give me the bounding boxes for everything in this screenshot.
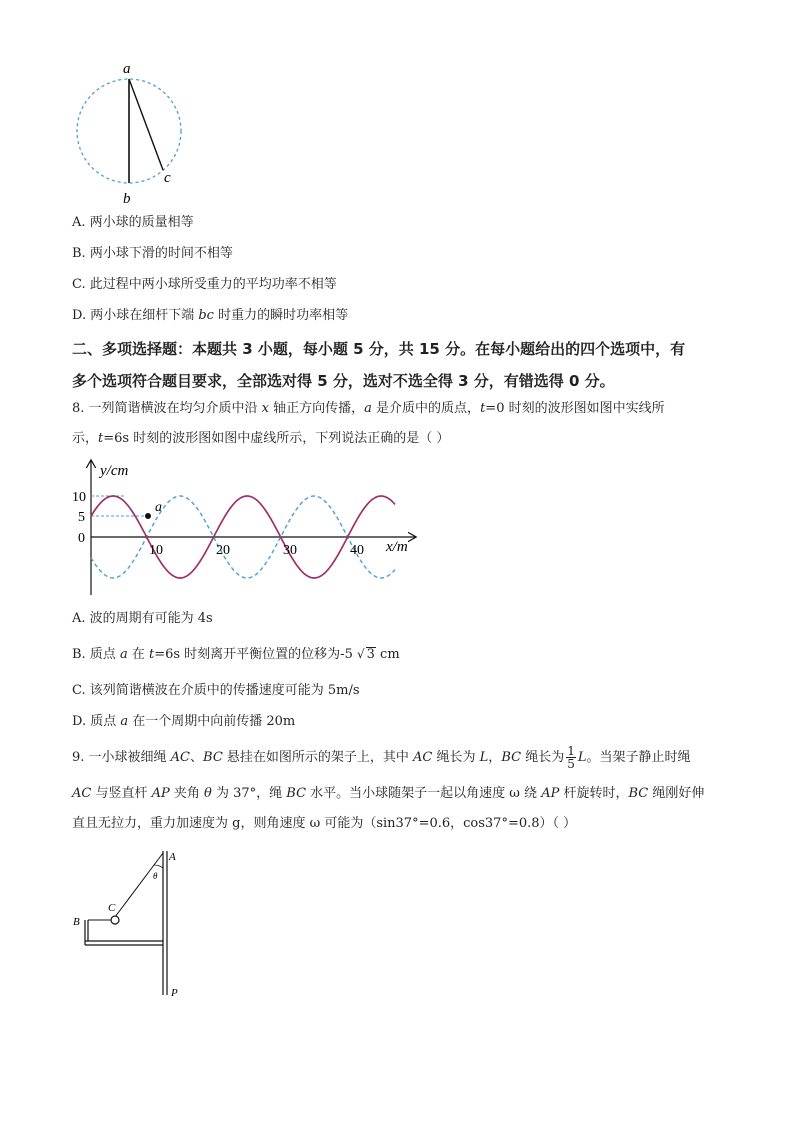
q7-option-d: D. 两小球在细杆下端 bc 时重力的瞬时功率相等 — [72, 308, 349, 323]
label-A: A — [169, 851, 176, 863]
q8-option-b: B. 质点 a 在 t=6s 时刻离开平衡位置的位移为-5 √ 3 cm — [72, 647, 400, 662]
q8-option-a: A. 波的周期有可能为 4s — [72, 611, 213, 626]
section-2-heading — [72, 333, 732, 397]
q9-stem-line1: 9. 一小球被细绳 AC、BC 悬挂在如图所示的架子上，其中 AC 绳长为 L，BC 绳长为 $\frac{1}{5}$ L。当架子静止时绳 — [72, 744, 691, 771]
q7-circle-figure — [60, 55, 200, 210]
label-C: C — [108, 902, 116, 914]
point-a — [145, 513, 151, 519]
ball-c — [111, 916, 119, 924]
q8-option-d: D. 质点 a 在一个周期中向前传播 20m — [72, 714, 296, 729]
q9-stem-line2: AC 与竖直杆 AP 夹角 θ 为 37°，绳 BC 水平。当小球随架子一起以角速度 ω 绕 AP 杆旋转时，BC 绳刚好伸 — [72, 786, 705, 801]
q7-option-b: B. 两小球下滑的时间不相等 — [72, 246, 233, 261]
chord-ac — [129, 79, 163, 170]
y-tick-0: 0 — [78, 531, 85, 546]
label-B: B — [73, 916, 80, 928]
q7-option-a: A. 两小球的质量相等 — [72, 215, 194, 230]
section-2-line1: 二、多项选择题：本题共 3 小题，每小题 5 分，共 15 分。在每小题给出的四个选项中，有 — [72, 340, 686, 358]
label-a: a — [123, 61, 131, 77]
q7-option-c: C. 此过程中两小球所受重力的平均功率不相等 — [72, 277, 337, 292]
label-c: c — [164, 170, 171, 186]
y-tick-10: 10 — [72, 490, 86, 505]
label-theta: θ — [153, 871, 158, 881]
y-axis-label: y/cm — [100, 463, 129, 479]
section-2-line2: 多个选项符合题目要求，全部选对得 5 分，选对不选全得 3 分，有错选得 0 分。 — [72, 372, 615, 390]
point-a-label: a — [155, 500, 162, 515]
label-b: b — [123, 191, 131, 207]
q9-stem-line3: 直且无拉力，重力加速度为 g，则角速度 ω 可能为（sin37°=0.6，cos37°=0.8）（ ） — [72, 816, 577, 831]
x-tick-10: 10 — [149, 543, 163, 558]
angle-arc — [154, 865, 163, 868]
x-axis-label: x/m — [386, 539, 408, 555]
q8-stem-line2: 示，t=6s 时刻的波形图如图中虚线所示，下列说法正确的是（ ） — [72, 431, 450, 446]
rope-ac — [115, 853, 163, 917]
x-tick-20: 20 — [216, 543, 230, 558]
x-tick-40: 40 — [350, 543, 364, 558]
label-P: P — [171, 987, 178, 999]
q8-option-c: C. 该列简谐横波在介质中的传播速度可能为 5m/s — [72, 683, 360, 698]
q9-frame-figure — [65, 848, 195, 1003]
q8-stem-line1: 8. 一列简谐横波在均匀介质中沿 x 轴正方向传播，a 是介质中的质点，t=0 时刻的波形图如图中实线所 — [72, 401, 665, 416]
q8-wave-graph — [70, 455, 430, 605]
fraction-one-fifth: $\frac{1}{5}$ — [567, 744, 575, 771]
x-tick-30: 30 — [283, 543, 297, 558]
y-tick-5: 5 — [78, 510, 85, 525]
